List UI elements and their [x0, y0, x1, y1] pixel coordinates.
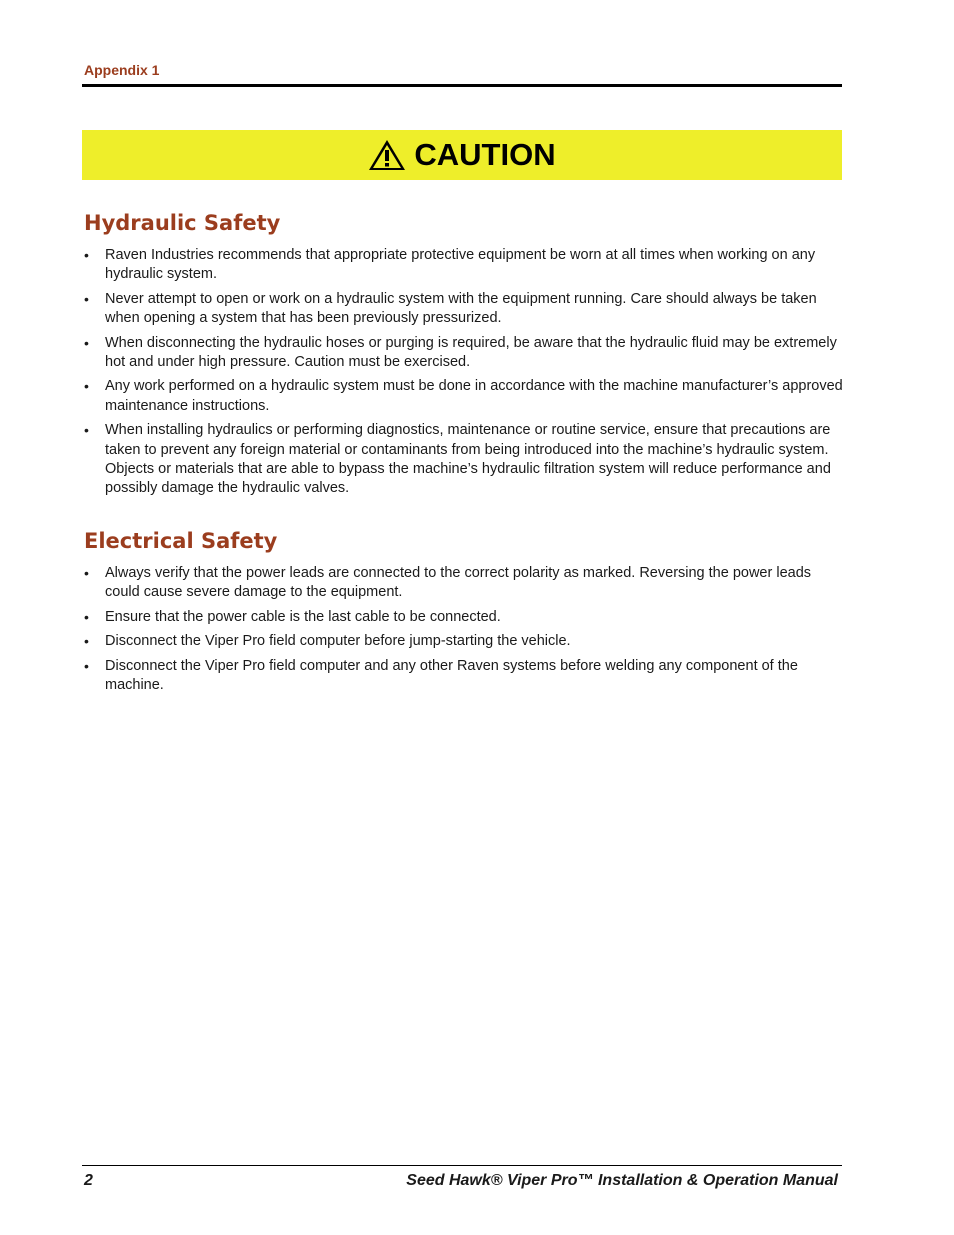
bullet-icon: • [84, 334, 89, 351]
header-divider [82, 84, 842, 87]
list-item [84, 246, 844, 285]
list-item-text: Never attempt to open or work on a hydraulic system with the equipment running. Care should always be taken when opening a system that has been previously pressurized. [105, 290, 817, 327]
list-item-text: Disconnect the Viper Pro field computer before jump-starting the vehicle. [105, 633, 571, 650]
list-item [84, 334, 844, 373]
page-number: 2 [84, 1172, 93, 1189]
bullet-icon: • [84, 378, 89, 395]
electrical-safety-list [84, 564, 844, 700]
list-item [84, 608, 844, 627]
hydraulic-safety-title: Hydraulic Safety [84, 211, 281, 235]
bullet-icon: • [84, 422, 89, 439]
hydraulic-safety-list [84, 246, 844, 504]
bullet-icon: • [84, 657, 89, 674]
list-item-text: Disconnect the Viper Pro field computer and any other Raven systems before welding any component of the machine. [105, 657, 798, 694]
list-item-text: Raven Industries recommends that appropriate protective equipment be worn at all times when working on any hydraulic system. [105, 247, 816, 283]
electrical-safety-title: Electrical Safety [84, 529, 278, 553]
list-item-text: When installing hydraulics or performing diagnostics, maintenance or routine service, ensure that precautions are taken to prevent any foreign material or contaminants from being introduced into the machine’s hydraulic system. Objects or materials that are able to bypass the machine’s hydraulic filtration system will reduce performance and possibly damage the hydraulic valves. [105, 422, 831, 497]
warning-triangle-icon [368, 139, 406, 171]
list-item-text: When disconnecting the hydraulic hoses or purging is required, be aware that the hydraulic fluid may be extremely hot and under high pressure. Caution must be exercised. [105, 334, 837, 371]
caution-heading: CAUTION [414, 137, 556, 172]
footer-divider [82, 1165, 842, 1166]
list-item-text: Always verify that the power leads are connected to the correct polarity as marked. Reversing the power leads could cause severe damage to the equipment. [105, 565, 812, 601]
list-item [84, 632, 844, 651]
bullet-icon: • [84, 290, 89, 307]
bullet-icon: • [84, 608, 89, 625]
bullet-icon: • [84, 565, 89, 581]
list-item [84, 290, 844, 329]
list-item-text: Any work performed on a hydraulic system must be done in accordance with the machine manufacturer’s approved maintenance instructions. [105, 378, 843, 414]
list-item-text: Ensure that the power cable is the last cable to be connected. [105, 608, 501, 625]
list-item [84, 421, 844, 499]
list-item [84, 657, 844, 696]
list-item [84, 564, 844, 603]
list-item [84, 377, 844, 416]
caution-content [368, 137, 555, 173]
bullet-icon: • [84, 633, 89, 650]
manual-title: Seed Hawk® Viper Pro™ Installation & Operation Manual [406, 1172, 838, 1189]
caution-banner [82, 130, 842, 180]
bullet-icon: • [84, 247, 89, 263]
appendix-label: Appendix 1 [84, 62, 160, 78]
